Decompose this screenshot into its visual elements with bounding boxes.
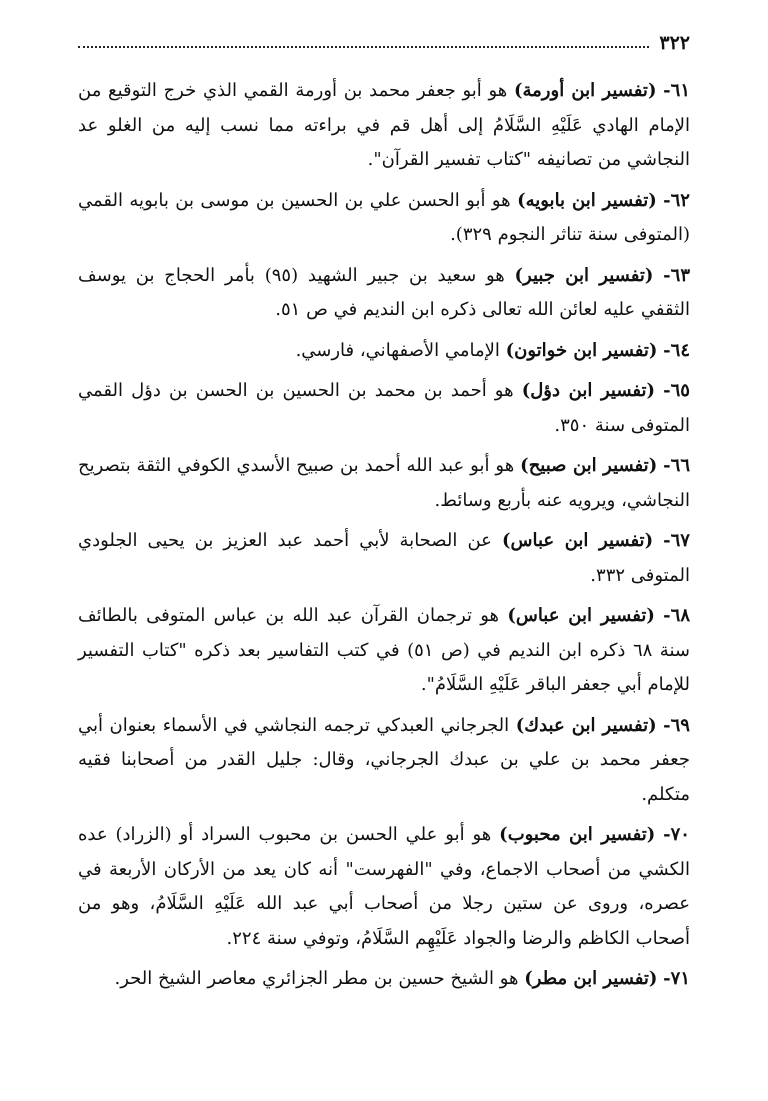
entry-title: ( تفسير ابن عبدك ) xyxy=(516,715,657,736)
entry-63 xyxy=(78,259,690,328)
book-page xyxy=(78,26,690,1081)
entry-71 xyxy=(78,962,690,997)
entry-number: ٦٦- xyxy=(663,455,690,476)
entry-title: ( تفسير ابن جبير ) xyxy=(515,265,654,286)
entry-title: ( تفسير ابن صبيح ) xyxy=(520,455,657,476)
entry-text: عن الصحابة لأبي أحمد عبد العزيز بن يحيى الجلودي المتوفى ٣٣٢. xyxy=(78,530,690,586)
entry-69 xyxy=(78,709,690,813)
entry-number: ٦٥- xyxy=(663,380,690,401)
entry-text: هو أبو الحسن علي بن الحسين بن موسى بن بابويه القمي (المتوفى سنة تناثر النجوم ٣٢٩). xyxy=(78,189,690,245)
entry-text: هو أحمد بن محمد بن الحسين بن الحسن بن دؤل القمي المتوفى سنة ٣٥٠. xyxy=(78,380,690,436)
entry-number: ٦٣- xyxy=(663,264,690,286)
page-header xyxy=(78,26,690,60)
entry-number: ٦٨- xyxy=(663,605,690,626)
entry-title: ( تفسير ابن عباس ) xyxy=(502,530,653,551)
entry-text: هو سعيد بن جبير الشهيد (٩٥) بأمر الحجاج بن يوسف الثقفي عليه لعائن الله تعالى ذكره ابن النديم في ص ٥١. xyxy=(78,264,690,320)
entry-68 xyxy=(78,599,690,703)
entry-text: هو أبو علي الحسن بن محبوب السراد أو (الزراد) عده الكشي من أصحاب الاجماع، وفي "الفهرست" أنه كان يعد من الأركان الأربعة في عصره، وروى عن ستين رجلا من أصحاب أبي عبد الله عَلَيْهِ السَّلَامُ، وهو من أصحاب الكاظم والرضا والجواد عَلَيْهِم السَّلَامُ، وتوفي سنة ٢٢٤. xyxy=(78,824,690,949)
entry-text: الجرجاني العبدكي ترجمه النجاشي في الأسماء بعنوان أبي جعفر محمد بن علي بن عبدك الجرجاني، وقال: جليل القدر من أصحابنا فقيه متكلم. xyxy=(78,714,690,805)
entry-number: ٦٤- xyxy=(663,339,690,361)
entry-65 xyxy=(78,374,690,443)
entry-text: هو أبو جعفر محمد بن أورمة القمي الذي خرج التوقيع من الإمام الهادي عَلَيْهِ السَّلَامُ إلى أهل قم في براءته مما نسب إليه من الغلو عد النجاشي من تصانيفه "كتاب تفسير القرآن". xyxy=(78,80,690,170)
page-number: ٣٢٢ xyxy=(659,32,690,54)
entry-text: هو الشيخ حسين بن مطر الجزائري معاصر الشيخ الحر. xyxy=(114,968,519,989)
entry-70 xyxy=(78,818,690,956)
entry-title: ( تفسير ابن أورمة ) xyxy=(514,80,656,101)
entry-title: ( تفسير ابن محبوب ) xyxy=(499,824,655,845)
entries-list xyxy=(78,74,690,997)
entry-text: الإمامي الأصفهاني، فارسي. xyxy=(295,339,500,361)
entry-number: ٦٢- xyxy=(663,189,690,211)
entry-title: ( تفسير ابن عباس ) xyxy=(507,605,655,626)
entry-title: ( تفسير ابن دؤل ) xyxy=(522,380,655,401)
entry-title: ( تفسير ابن خواتون ) xyxy=(506,340,658,361)
entry-number: ٦٧- xyxy=(663,530,690,551)
entry-66 xyxy=(78,449,690,518)
entry-number: ٦١- xyxy=(663,80,690,101)
entry-number: ٧٠- xyxy=(663,824,690,845)
entry-title: ( تفسير ابن مطر ) xyxy=(524,968,657,989)
entry-text: هو أبو عبد الله أحمد بن صبيح الأسدي الكوفي الثقة بتصريح النجاشي، ويرويه عنه بأربع وسائط. xyxy=(78,455,690,511)
entry-text: هو ترجمان القرآن عبد الله بن عباس المتوفى بالطائف سنة ٦٨ ذكره ابن النديم في (ص ٥١) في كتب التفاسير بعد ذكره "كتاب التفسير للإمام أبي جعفر الباقر عَلَيْهِ السَّلَامُ". xyxy=(78,605,690,695)
entry-61 xyxy=(78,74,690,178)
entry-67 xyxy=(78,524,690,593)
header-dotted-rule xyxy=(78,46,649,48)
entry-title: ( تفسير ابن بابويه ) xyxy=(517,190,657,211)
entry-number: ٧١- xyxy=(663,968,690,989)
entry-64 xyxy=(78,334,690,369)
entry-number: ٦٩- xyxy=(663,714,690,736)
entry-62 xyxy=(78,184,690,253)
